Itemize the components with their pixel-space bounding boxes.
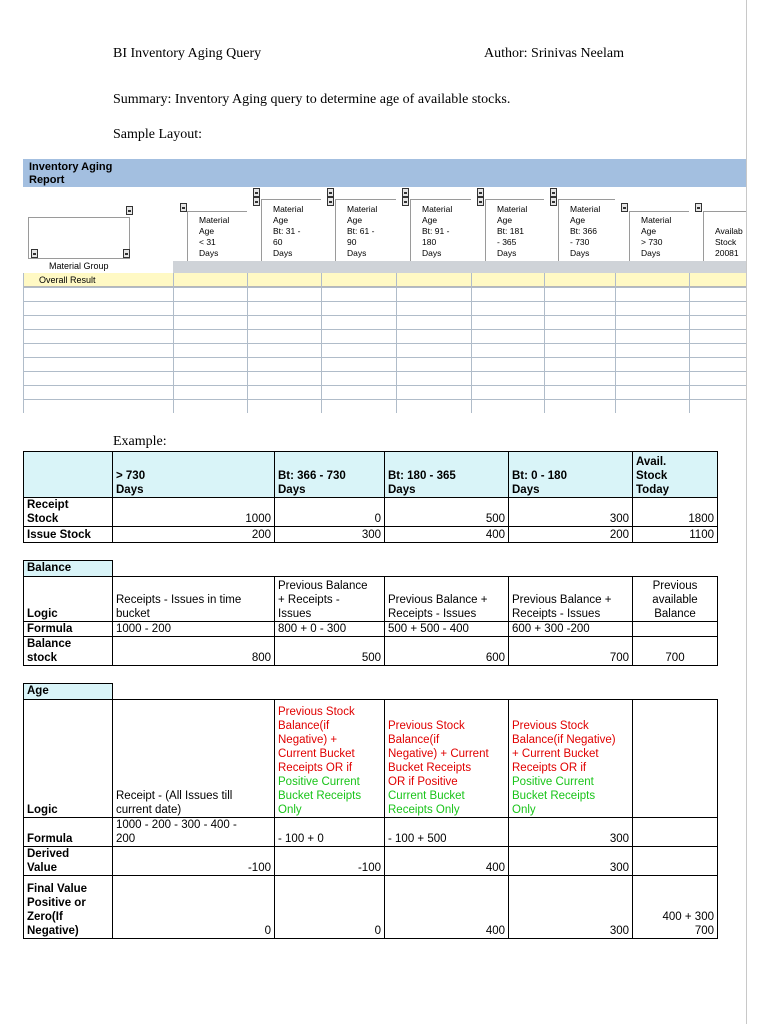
issue-cell: 400: [385, 527, 509, 543]
grid-col-line: [471, 273, 472, 413]
age-formula-cell: 1000 - 200 - 300 - 400 - 200: [113, 818, 275, 847]
grid-row-line: [23, 385, 746, 386]
drag-handle-icon[interactable]: [621, 203, 628, 212]
material-group-box: [28, 217, 130, 259]
balance-logic-cell: Receipts - Issues in time bucket: [113, 577, 275, 622]
table-row: [24, 498, 718, 527]
drag-handle-icon[interactable]: [253, 197, 260, 206]
receipt-cell: 0: [275, 498, 385, 527]
header-gray-band: [173, 261, 746, 273]
doc-title: BI Inventory Aging Query: [113, 46, 262, 61]
doc-sample-layout: Sample Layout:: [113, 127, 203, 142]
header-avail-stock: Avail. Stock Today: [633, 452, 718, 498]
issue-cell: 200: [509, 527, 633, 543]
grid-col-line: [689, 273, 690, 413]
balance-stock-cell: 700: [509, 637, 633, 666]
column-header-label[interactable]: Material Age Bt: 31 - 60 Days: [273, 204, 304, 258]
age-final-cell: 0: [113, 876, 275, 939]
age-derived-cell: -100: [275, 847, 385, 876]
grid-row-line: [23, 315, 746, 316]
drag-handle-icon[interactable]: [31, 249, 38, 258]
table-row: [24, 452, 718, 498]
table-row: [24, 818, 718, 847]
drag-handle-icon[interactable]: [695, 203, 702, 212]
drag-handle-icon[interactable]: [253, 188, 260, 197]
table-row: [24, 577, 718, 622]
balance-logic-cell: Previous Balance + Receipts - Issues: [509, 577, 633, 622]
age-final-cell: 0: [275, 876, 385, 939]
formula-label: Formula: [24, 622, 113, 637]
age-final-cell: 400 + 300 700: [633, 876, 718, 939]
grid-col-line: [23, 273, 24, 413]
age-formula-cell: - 100 + 500: [385, 818, 509, 847]
grid-row-line: [23, 399, 746, 400]
drag-handle-icon[interactable]: [180, 203, 187, 212]
column-header-label[interactable]: Material Age Bt: 61 - 90 Days: [347, 204, 378, 258]
header-gt-730: > 730 Days: [113, 452, 275, 498]
age-label: Age: [23, 683, 113, 700]
drag-handle-icon[interactable]: [126, 206, 133, 215]
age-logic-cell: Previous Stock Balance(if Negative) + Current Bucket Receipts OR if Positive Current Bucket Receipts Only: [275, 700, 385, 818]
age-logic-cell: Receipt - (All Issues till current date): [113, 700, 275, 818]
issue-cell: 200: [113, 527, 275, 543]
balance-logic-cell: Previous Balance + Receipts - Issues: [275, 577, 385, 622]
material-group-label: Material Group: [49, 261, 109, 271]
balance-label: Balance: [23, 560, 113, 577]
age-final-cell: 300: [509, 876, 633, 939]
issue-cell: 1100: [633, 527, 718, 543]
grid-row-line: [23, 287, 746, 288]
grid-col-line: [615, 273, 616, 413]
age-derived-cell: 300: [509, 847, 633, 876]
doc-summary: Summary: Inventory Aging query to determine age of available stocks.: [113, 92, 511, 107]
column-header-label[interactable]: Material Age Bt: 366 - 730 Days: [570, 204, 601, 258]
drag-handle-icon[interactable]: [477, 188, 484, 197]
overall-result-row: [23, 273, 746, 287]
table-row: [24, 622, 718, 637]
balance-stock-label: Balance stock: [24, 637, 113, 666]
header-366-730: Bt: 366 - 730 Days: [275, 452, 385, 498]
example-stock-table: [23, 451, 718, 543]
receipt-cell: 1000: [113, 498, 275, 527]
balance-formula-cell: 600 + 300 -200: [509, 622, 633, 637]
column-header-label[interactable]: Material Age Bt: 181 - 365 Days: [497, 204, 528, 258]
header-180-365: Bt: 180 - 365 Days: [385, 452, 509, 498]
drag-handle-icon[interactable]: [327, 188, 334, 197]
age-logic-cell: Previous Stock Balance(if Negative) + Current Bucket Receipts OR if Positive Current Bucket Receipts Only: [385, 700, 509, 818]
derived-value-label: Derived Value: [24, 847, 113, 876]
receipt-stock-label: Receipt Stock: [24, 498, 113, 527]
balance-formula-cell: 1000 - 200: [113, 622, 275, 637]
doc-example: Example:: [113, 434, 167, 449]
table-row: [24, 876, 718, 939]
grid-col-line: [396, 273, 397, 413]
inventory-aging-report-mockup: [23, 159, 746, 413]
grid-col-line: [321, 273, 322, 413]
balance-stock-cell: 800: [113, 637, 275, 666]
issue-stock-label: Issue Stock: [24, 527, 113, 543]
logic-label: Logic: [24, 577, 113, 622]
balance-formula-cell: 800 + 0 - 300: [275, 622, 385, 637]
grid-row-line: [23, 329, 746, 330]
column-header-label[interactable]: Material Age > 730 Days: [641, 215, 672, 258]
age-derived-cell: 400: [385, 847, 509, 876]
age-final-cell: 400: [385, 876, 509, 939]
table-row: [24, 637, 718, 666]
logic-label: Logic: [24, 700, 113, 818]
grid-col-line: [247, 273, 248, 413]
balance-table: [23, 576, 718, 666]
report-header-band: [23, 159, 746, 187]
overall-result-label: Overall Result: [39, 275, 96, 285]
drag-handle-icon[interactable]: [550, 188, 557, 197]
age-table: [23, 699, 718, 939]
drag-handle-icon[interactable]: [477, 197, 484, 206]
age-formula-cell: 300: [509, 818, 633, 847]
balance-logic-cell: Previous Balance + Receipts - Issues: [385, 577, 509, 622]
age-logic-cell: Previous Stock Balance(if Negative) + Current Bucket Receipts OR if Positive Current Bucket Receipts Only: [509, 700, 633, 818]
receipt-cell: 500: [385, 498, 509, 527]
grid-col-line: [544, 273, 545, 413]
grid-row-line: [23, 371, 746, 372]
balance-stock-cell: 600: [385, 637, 509, 666]
drag-handle-icon[interactable]: [123, 249, 130, 258]
table-row: [24, 700, 718, 818]
page-edge-line: [746, 0, 747, 1024]
column-header-label[interactable]: Material Age < 31 Days: [199, 215, 230, 258]
table-row: [24, 527, 718, 543]
column-header-label[interactable]: Material Age Bt: 91 - 180 Days: [422, 204, 453, 258]
age-derived-cell: -100: [113, 847, 275, 876]
receipt-cell: 300: [509, 498, 633, 527]
doc-author: Author: Srinivas Neelam: [484, 46, 624, 61]
grid-row-line: [23, 357, 746, 358]
final-value-label: Final Value Positive or Zero(If Negative): [24, 876, 113, 939]
balance-stock-cell: 700: [633, 637, 718, 666]
drag-handle-icon[interactable]: [327, 197, 334, 206]
balance-formula-cell: [633, 622, 718, 637]
formula-label: Formula: [24, 818, 113, 847]
balance-logic-cell: Previous available Balance: [633, 577, 718, 622]
balance-formula-cell: 500 + 500 - 400: [385, 622, 509, 637]
header-0-180: Bt: 0 - 180 Days: [509, 452, 633, 498]
grid-col-line: [173, 273, 174, 413]
table-row: [24, 847, 718, 876]
drag-handle-icon[interactable]: [550, 197, 557, 206]
issue-cell: 300: [275, 527, 385, 543]
drag-handle-icon[interactable]: [402, 188, 409, 197]
column-header-label[interactable]: Availab Stock 20081: [715, 226, 743, 258]
age-formula-cell: - 100 + 0: [275, 818, 385, 847]
receipt-cell: 1800: [633, 498, 718, 527]
grid-row-line: [23, 343, 746, 344]
grid-row-line: [23, 301, 746, 302]
balance-stock-cell: 500: [275, 637, 385, 666]
drag-handle-icon[interactable]: [402, 197, 409, 206]
report-title: Inventory Aging Report: [29, 161, 113, 186]
